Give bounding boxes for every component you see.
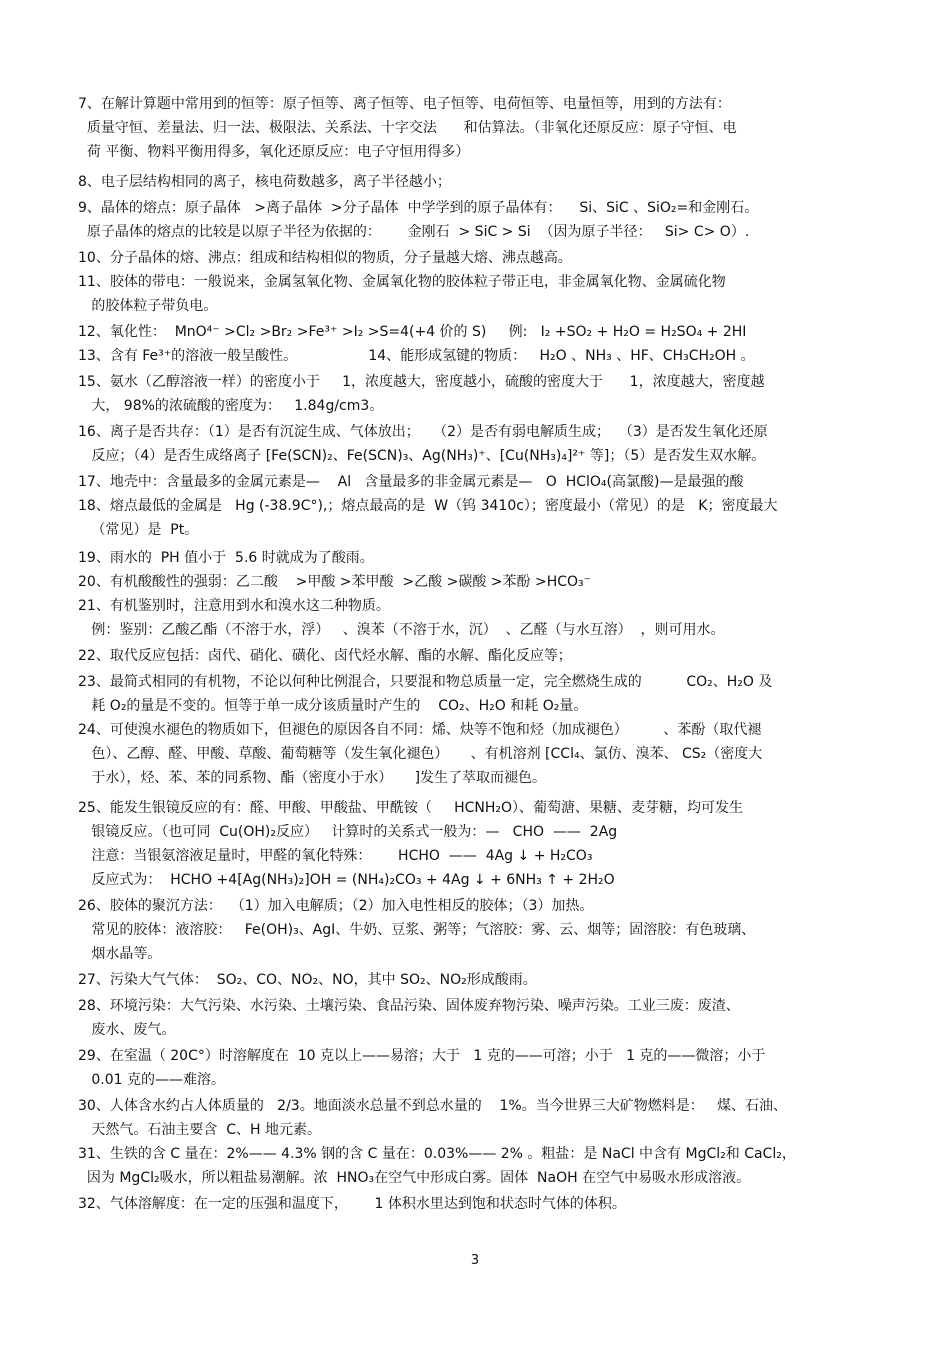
text-line: 31、生铁的含 C 量在：2%—— 4.3% 钢的含 C 量在：0.03%—— 2% 。粗盐：是 NaCl 中含有 MgCl₂和 CaCl₂， (78, 1146, 796, 1162)
text-line: 21、有机鉴别时，注意用到水和溴水这二种物质。 (78, 598, 390, 614)
text-line: 荷 平衡、物料平衡用得多，氧化还原反应：电子守恒用得多） (78, 144, 470, 160)
text-line: 银镜反应。（也可同 Cu(OH)₂反应） 计算时的关系式一般为：— CHO —— 2Ag (78, 824, 618, 840)
text-line: 0.01 克的——难溶。 (78, 1072, 225, 1088)
note-25 (78, 796, 878, 892)
text-line: 天然气。石油主要含 C、H 地元素。 (78, 1122, 322, 1138)
note-22 (78, 644, 878, 668)
text-line: 废水、废气。 (78, 1022, 176, 1038)
text-line: 26、胶体的聚沉方法： （1）加入电解质；（2）加入电性相反的胶体；（3）加热。 (78, 898, 594, 914)
text-line: 反应；（4）是否生成络离子 [Fe(SCN)₂、Fe(SCN)₃、Ag(NH₃)⁺、[Cu(NH₃)₄]²⁺ 等]；（5）是否发生双水解。 (78, 448, 766, 464)
note-16 (78, 420, 878, 468)
text-line: 9、晶体的熔点：原子晶体 >离子晶体 >分子晶体 中学学到的原子晶体有： Si、SiC 、SiO₂=和金刚石。 (78, 200, 759, 216)
text-line: 因为 MgCl₂吸水，所以粗盐易潮解。浓 HNO₃在空气中形成白雾。固体 NaOH 在空气中易吸水形成溶液。 (78, 1170, 751, 1186)
text-line: 质量守恒、差量法、归一法、极限法、关系法、十字交法 和估算法。（非氧化还原反应：原子守恒、电 (78, 120, 737, 136)
text-line: 10、分子晶体的熔、沸点：组成和结构相似的物质，分子量越大熔、沸点越高。 (78, 250, 572, 266)
text-line: 色）、乙醇、醛、甲酸、草酸、葡萄糖等（发生氧化褪色） 、有机溶剂 [CCl₄、氯仿、溴苯、 CS₂（密度大 (78, 746, 763, 762)
text-line: （常见）是 Pt。 (78, 522, 199, 538)
note-27 (78, 968, 878, 992)
note-7 (78, 92, 878, 164)
text-line: 18、熔点最低的金属是 Hg (-38.9C°),；熔点最高的是 W（钨 3410c）；密度最小（常见）的是 K；密度最大 (78, 498, 778, 514)
text-line: 29、在室温（ 20C°）时溶解度在 10 克以上——易溶；大于 1 克的——可溶；小于 1 克的——微溶；小于 (78, 1048, 766, 1064)
note-8 (78, 170, 878, 194)
note-15 (78, 370, 878, 418)
text-line: 原子晶体的熔点的比较是以原子半径为依据的： 金刚石 > SiC > Si （因为原子半径： Si> C> O）. (78, 224, 750, 240)
note-10 (78, 246, 878, 270)
text-line: 32、气体溶解度：在一定的压强和温度下， 1 体积水里达到饱和状态时气体的体积。 (78, 1196, 626, 1212)
note-12 (78, 320, 878, 344)
text-line: 7、在解计算题中常用到的恒等：原子恒等、离子恒等、电子恒等、电荷恒等、电量恒等，用到的方法有： (78, 96, 731, 112)
text-line: 耗 O₂的量是不变的。恒等于单一成分该质量时产生的 CO₂、H₂O 和耗 O₂量。 (78, 698, 588, 714)
note-21 (78, 594, 878, 642)
note-29 (78, 1044, 878, 1092)
note-13-14 (78, 344, 878, 368)
text-line: 17、地壳中：含量最多的金属元素是— Al 含量最多的非金属元素是— O HClO₄(高氯酸)—是最强的酸 (78, 474, 744, 490)
text-line: 28、环境污染：大气污染、水污染、土壤污染、食品污染、固体废弃物污染、噪声污染。工业三废：废渣、 (78, 998, 740, 1014)
note-20 (78, 570, 878, 594)
note-11 (78, 270, 878, 318)
note-26 (78, 894, 878, 966)
text-line: 11、胶体的带电：一般说来，金属氢氧化物、金属氧化物的胶体粒子带正电，非金属氧化物、金属硫化物 (78, 274, 726, 290)
text-line: 24、可使溴水褪色的物质如下，但褪色的原因各自不同：烯、炔等不饱和烃（加成褪色） 、苯酚（取代褪 (78, 722, 762, 738)
text-line: 反应式为： HCHO +4[Ag(NH₃)₂]OH = (NH₄)₂CO₃ + 4Ag ↓ + 6NH₃ ↑ + 2H₂O (78, 872, 615, 888)
note-32 (78, 1192, 878, 1216)
text-line: 例：鉴别：乙酸乙酯（不溶于水，浮） 、溴苯（不溶于水，沉） 、乙醛（与水互溶） ，则可用水。 (78, 622, 725, 638)
text-line: 20、有机酸酸性的强弱：乙二酸 >甲酸 >苯甲酸 >乙酸 >碳酸 >苯酚 >HCO₃⁻ (78, 574, 592, 590)
text-line: 注意：当银氨溶液足量时，甲醛的氧化特殊： HCHO —— 4Ag ↓ + H₂CO₃ (78, 848, 593, 864)
text-line: 22、取代反应包括：卤代、硝化、磺化、卤代烃水解、酯的水解、酯化反应等； (78, 648, 572, 664)
note-30 (78, 1094, 878, 1142)
text-line: 13、含有 Fe³⁺的溶液一般呈酸性。 14、能形成氢键的物质： H₂O 、NH₃ 、HF、CH₃CH₂OH 。 (78, 348, 755, 364)
note-18 (78, 494, 878, 542)
note-23 (78, 670, 878, 718)
text-line: 的胶体粒子带负电。 (78, 298, 218, 314)
note-19 (78, 546, 878, 570)
text-line: 常见的胶体：液溶胶： Fe(OH)₃、AgI、牛奶、豆浆、粥等；气溶胶：雾、云、烟等；固溶胶：有色玻璃、 (78, 922, 756, 938)
text-line: 于水），烃、苯、苯的同系物、酯（密度小于水） ]发生了萃取而褪色。 (78, 770, 547, 786)
text-line: 16、离子是否共存：（1）是否有沉淀生成、气体放出； （2）是否有弱电解质生成； （3）是否发生氧化还原 (78, 424, 768, 440)
text-line: 15、氨水（乙醇溶液一样）的密度小于 1，浓度越大，密度越小，硫酸的密度大于 1，浓度越大，密度越 (78, 374, 765, 390)
text-line: 23、最简式相同的有机物，不论以何种比例混合，只要混和物总质量一定，完全燃烧生成的 CO₂、H₂O 及 (78, 674, 773, 690)
text-line: 27、污染大气气体： SO₂、CO、NO₂、NO，其中 SO₂、NO₂形成酸雨。 (78, 972, 537, 988)
text-line: 25、能发生银镜反应的有：醛、甲酸、甲酸盐、甲酰铵（ HCNH₂O）、葡萄溏、果糖、麦芽糖，均可发生 (78, 800, 743, 816)
text-line: 19、雨水的 PH 值小于 5.6 时就成为了酸雨。 (78, 550, 374, 566)
text-line: 12、氧化性： MnO⁴⁻ >Cl₂ >Br₂ >Fe³⁺ >I₂ >S=4(+4 价的 S) 例: I₂ +SO₂ + H₂O = H₂SO₄ + 2HI (78, 324, 747, 340)
text-line: 8、电子层结构相同的离子，核电荷数越多，离子半径越小； (78, 174, 451, 190)
note-28 (78, 994, 878, 1042)
text-line: 30、人体含水约占人体质量的 2/3。地面淡水总量不到总水量的 1%。当今世界三大矿物燃料是： 煤、石油、 (78, 1098, 788, 1114)
text-line: 大， 98%的浓硫酸的密度为： 1.84g/cm3。 (78, 398, 384, 414)
note-31 (78, 1142, 878, 1190)
page-number: 3 (470, 1253, 480, 1268)
note-24 (78, 718, 878, 790)
note-9 (78, 196, 878, 244)
note-17 (78, 470, 878, 494)
text-line: 烟水晶等。 (78, 946, 162, 962)
